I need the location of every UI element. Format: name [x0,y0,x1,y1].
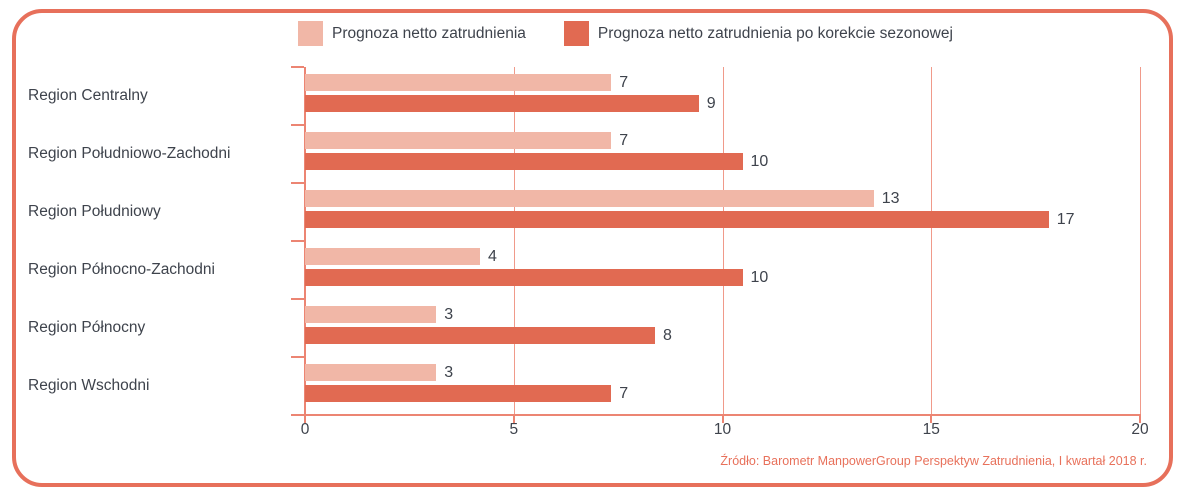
legend-swatch-forecast [298,21,323,46]
category-labels [28,67,290,415]
y-axis-tick [291,298,304,300]
bar-prognoza [305,306,436,323]
x-tick-label-15: 15 [922,421,940,438]
value-label: 8 [663,327,672,344]
y-axis-tick [291,124,304,126]
legend-swatch-seasonal [564,21,589,46]
bar-prognoza-sezonowa [305,211,1049,228]
y-axis-tick [291,356,304,358]
bar-row [305,269,1180,286]
legend [298,21,953,46]
value-label: 10 [750,153,769,170]
value-label: 3 [444,364,454,381]
x-tick-label-0: 0 [300,421,310,438]
y-axis-tick [291,240,304,242]
bar-prognoza [305,190,874,207]
category-label: Region Wschodni [28,377,150,394]
gridline-10 [723,67,724,415]
bar-prognoza [305,74,611,91]
x-tick-label-10: 10 [713,421,732,438]
legend-label-seasonal: Prognoza netto zatrudnienia po korekcie sezonowej [597,24,953,42]
value-label: 7 [619,74,629,91]
bar-chart-plot [305,67,1140,415]
gridline-20 [1140,67,1141,415]
bar-row [305,385,1180,402]
gridline-5 [514,67,515,415]
category-label: Region Południowo-Zachodni [28,145,231,162]
legend-item-seasonal [564,21,953,46]
bar-prognoza-sezonowa [305,269,743,286]
bar-row [305,153,1180,170]
category-label: Region Południowy [28,203,161,220]
x-axis-labels [300,421,1149,441]
value-label: 10 [750,269,769,286]
y-axis-tick [291,182,304,184]
bar-row [305,190,1180,207]
gridline-15 [931,67,932,415]
y-axis-tick [291,414,304,416]
bar-row [305,95,1180,112]
value-label: 3 [444,306,454,323]
value-label: 9 [706,95,716,112]
bar-row [305,211,1180,228]
y-axis-tick [291,66,304,68]
value-label: 4 [488,248,497,265]
legend-item-forecast [298,21,526,46]
bar-row [305,74,1180,91]
value-label: 13 [881,190,900,207]
x-tick-label-20: 20 [1131,421,1149,438]
y-axis-line [304,67,306,415]
bar-row [305,327,1180,344]
value-label: 7 [619,132,629,149]
category-label: Region Północny [28,319,146,336]
value-label: 17 [1056,211,1075,228]
value-label: 7 [619,385,629,402]
bar-prognoza-sezonowa [305,153,743,170]
bar-row [305,132,1180,149]
bar-row [305,248,1180,265]
bar-prognoza-sezonowa [305,327,655,344]
legend-label-forecast: Prognoza netto zatrudnienia [332,24,526,42]
x-axis-line [304,414,1141,416]
bar-prognoza-sezonowa [305,95,699,112]
bar-prognoza [305,248,480,265]
bar-row [305,364,1180,381]
bar-prognoza [305,132,611,149]
category-label: Region Centralny [28,87,148,104]
bar-prognoza-sezonowa [305,385,611,402]
bar-prognoza [305,364,436,381]
x-tick-label-5: 5 [509,421,519,438]
source-note: Źródło: Barometr ManpowerGroup Perspektyw Zatrudnienia, I kwartał 2018 r. [720,454,1147,468]
category-label: Region Północno-Zachodni [28,261,215,278]
bar-row [305,306,1180,323]
